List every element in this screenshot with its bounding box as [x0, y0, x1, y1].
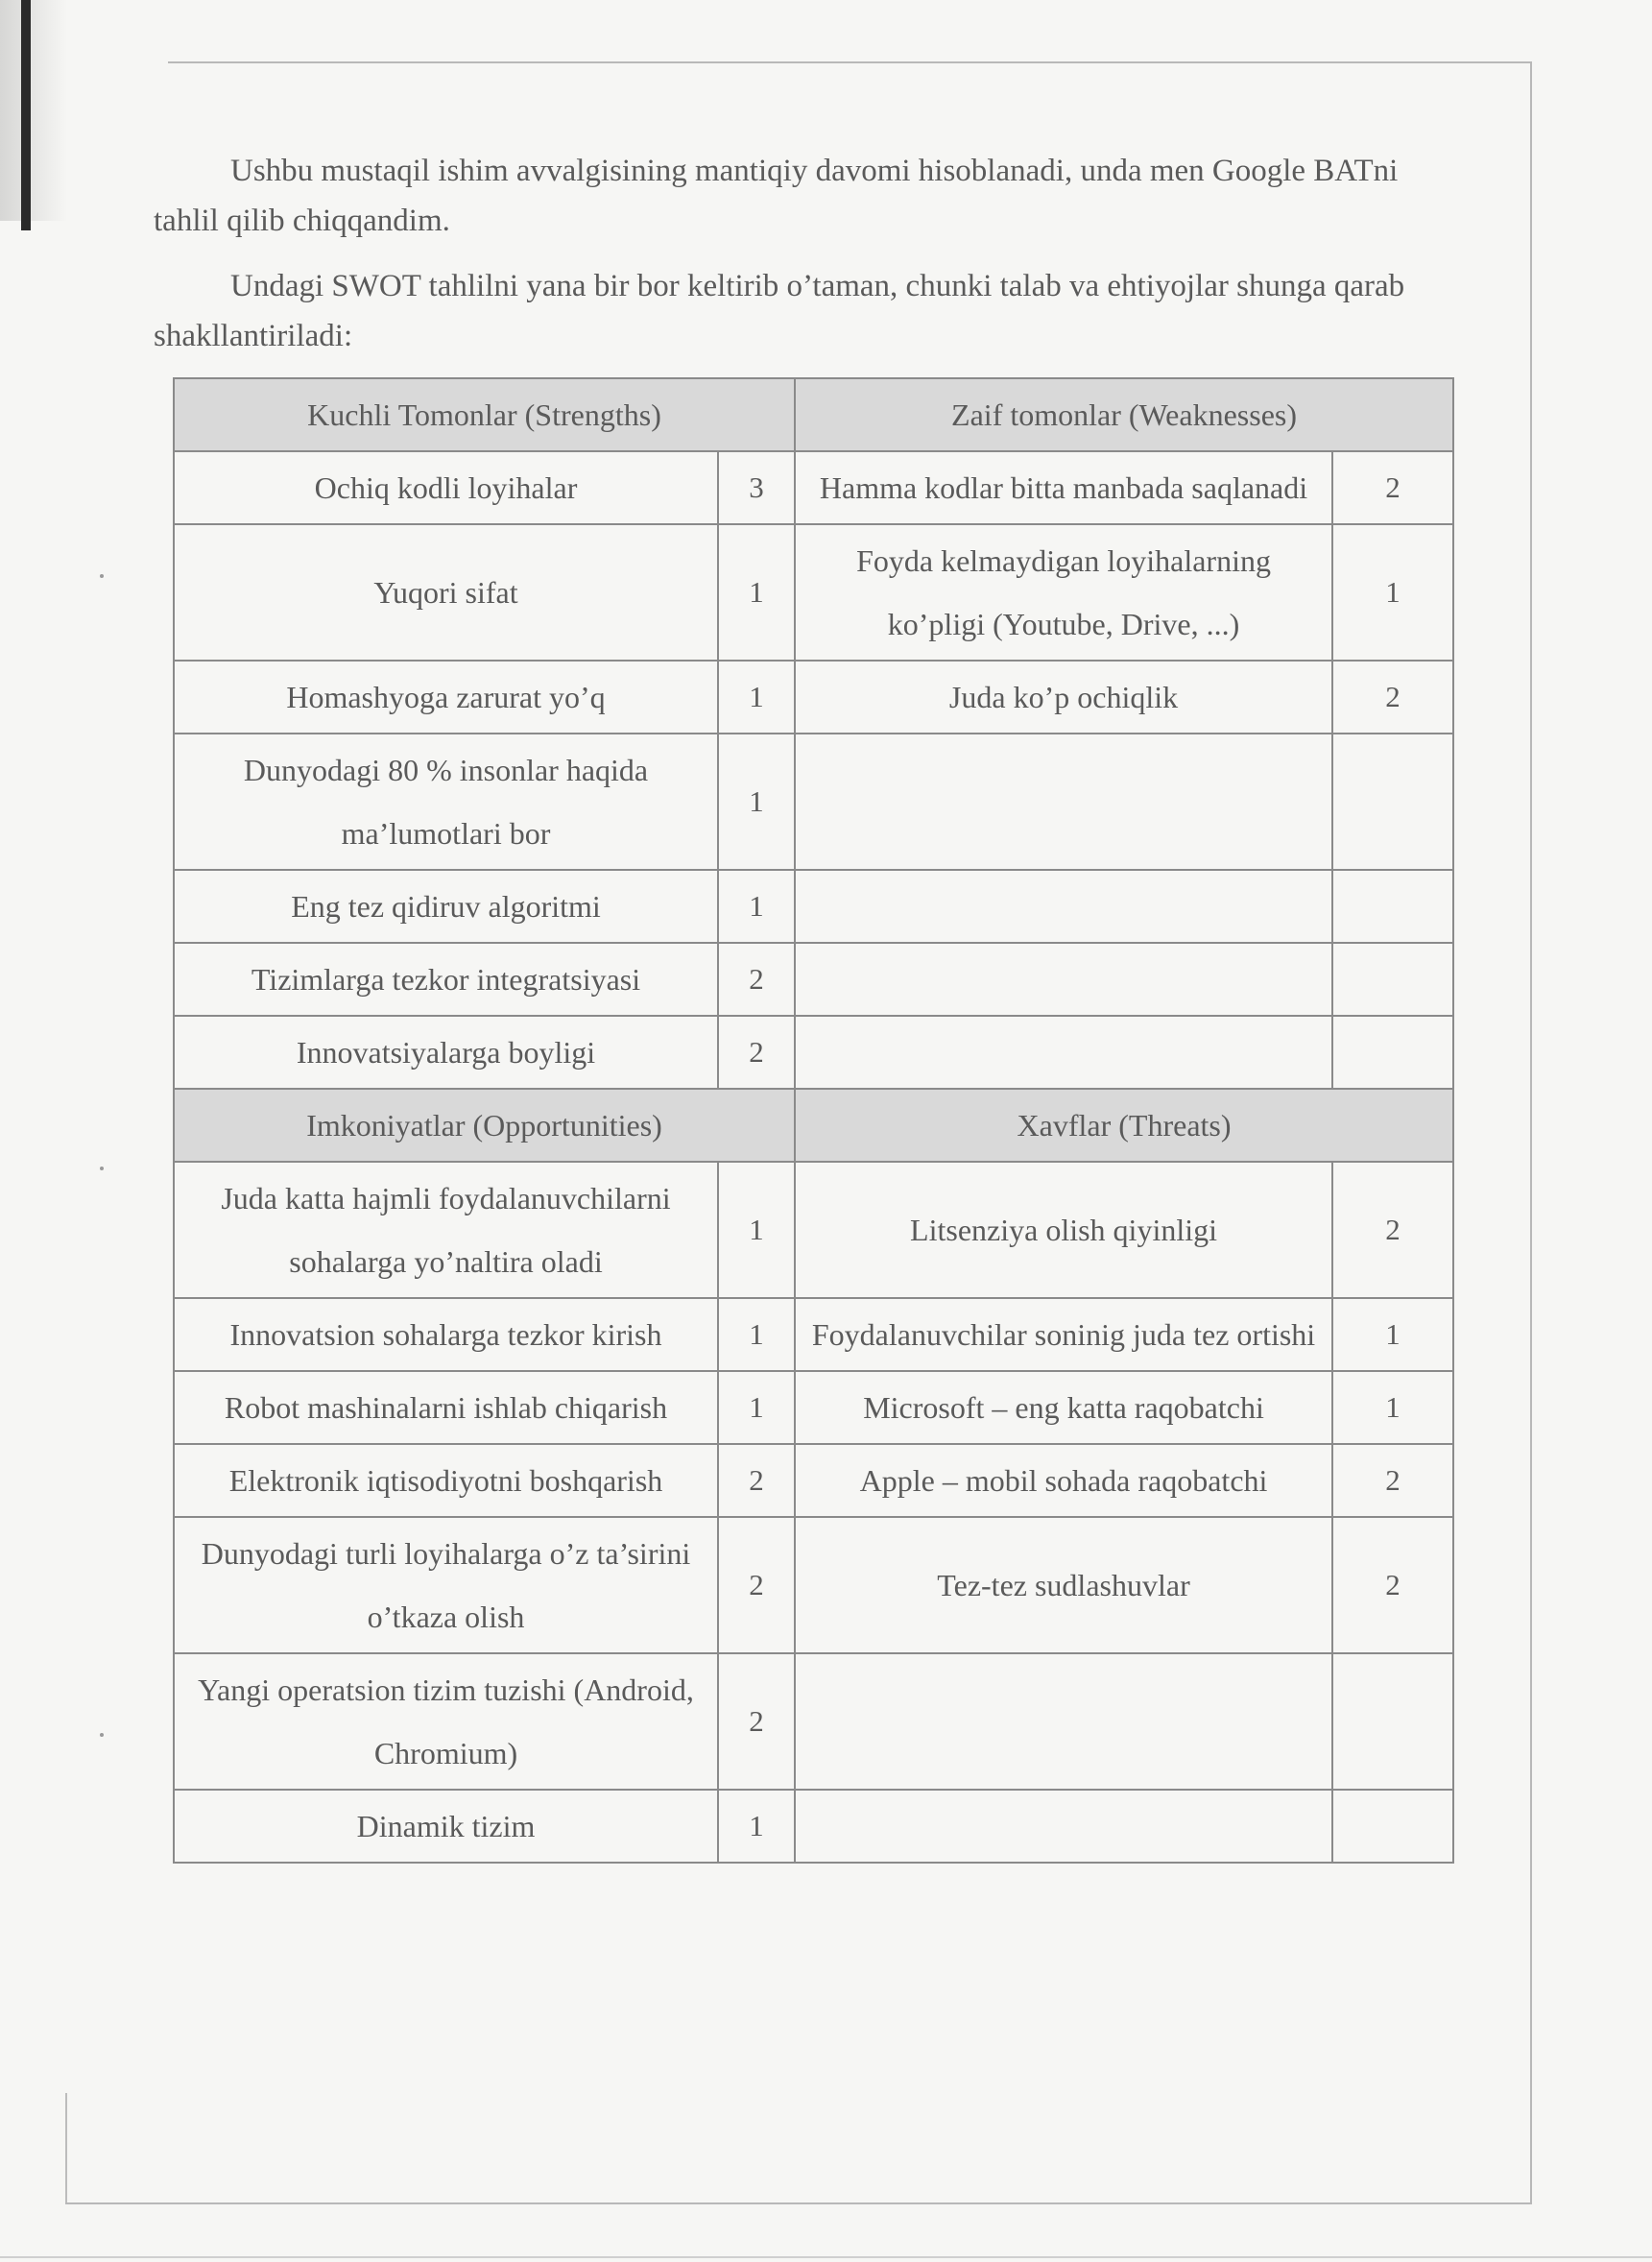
swot-score: 2 — [718, 1653, 795, 1790]
swot-score: 2 — [718, 1444, 795, 1517]
swot-header-row-top — [174, 378, 1453, 451]
swot-item-text — [795, 734, 1332, 870]
swot-score: 1 — [1332, 1298, 1453, 1371]
scan-speck — [100, 1167, 104, 1170]
table-row — [174, 1444, 1453, 1517]
swot-item-text: Eng tez qidiruv algoritmi — [174, 870, 718, 943]
page-border-left — [65, 2093, 67, 2204]
table-row — [174, 1790, 1453, 1863]
table-row — [174, 524, 1453, 661]
scan-speck — [100, 574, 104, 578]
table-row — [174, 734, 1453, 870]
swot-item-text: Juda ko’p ochiqlik — [795, 661, 1332, 734]
swot-item-text — [795, 1790, 1332, 1863]
swot-score: 1 — [718, 870, 795, 943]
swot-score — [1332, 870, 1453, 943]
threats-header: Xavflar (Threats) — [795, 1089, 1453, 1162]
swot-table — [173, 377, 1454, 1864]
swot-score: 2 — [1332, 1517, 1453, 1653]
swot-score — [1332, 943, 1453, 1016]
swot-score: 2 — [1332, 1162, 1453, 1298]
swot-score: 1 — [1332, 524, 1453, 661]
opportunities-header: Imkoniyatlar (Opportunities) — [174, 1089, 795, 1162]
page-edge-line — [0, 2256, 1652, 2258]
table-row — [174, 870, 1453, 943]
intro-paragraph-1 — [154, 146, 1421, 246]
swot-item-text: Foydalanuvchilar soninig juda tez ortishi — [795, 1298, 1332, 1371]
swot-item-text: Tez-tez sudlashuvlar — [795, 1517, 1332, 1653]
swot-score: 1 — [1332, 1371, 1453, 1444]
swot-score — [1332, 1016, 1453, 1089]
swot-score: 3 — [718, 451, 795, 524]
table-row — [174, 1162, 1453, 1298]
swot-item-text — [795, 1653, 1332, 1790]
intro-paragraph-1-text: Ushbu mustaqil ishim avvalgisining mantiqiy davomi hisoblanadi, unda men Google BATni tahlil qilib chiqqandim. — [154, 154, 1399, 238]
swot-score: 2 — [718, 1016, 795, 1089]
swot-item-text: Hamma kodlar bitta manbada saqlanadi — [795, 451, 1332, 524]
intro-paragraph-2-text: Undagi SWOT tahlilni yana bir bor keltirib o’taman, chunki talab va ehtiyojlar shunga qarab shakllantiriladi: — [154, 269, 1405, 353]
swot-score: 2 — [1332, 451, 1453, 524]
swot-item-text: Foyda kelmaydigan loyihalarning ko’pligi (Youtube, Drive, ...) — [795, 524, 1332, 661]
swot-score: 2 — [1332, 661, 1453, 734]
swot-score: 2 — [1332, 1444, 1453, 1517]
swot-score: 2 — [718, 1517, 795, 1653]
swot-item-text: Yangi operatsion tizim tuzishi (Android, Chromium) — [174, 1653, 718, 1790]
swot-score — [1332, 1790, 1453, 1863]
swot-item-text: Elektronik iqtisodiyotni boshqarish — [174, 1444, 718, 1517]
table-row — [174, 1016, 1453, 1089]
swot-item-text: Dinamik tizim — [174, 1790, 718, 1863]
swot-item-text — [795, 943, 1332, 1016]
swot-item-text: Tizimlarga tezkor integratsiyasi — [174, 943, 718, 1016]
intro-paragraph-2 — [154, 261, 1421, 361]
swot-item-text — [795, 1016, 1332, 1089]
swot-item-text: Microsoft – eng katta raqobatchi — [795, 1371, 1332, 1444]
swot-item-text: Robot mashinalarni ishlab chiqarish — [174, 1371, 718, 1444]
swot-score: 1 — [718, 1371, 795, 1444]
swot-score: 1 — [718, 661, 795, 734]
swot-header-row-bottom — [174, 1089, 1453, 1162]
table-row — [174, 943, 1453, 1016]
swot-item-text: Ochiq kodli loyihalar — [174, 451, 718, 524]
swot-item-text — [795, 870, 1332, 943]
table-row — [174, 1298, 1453, 1371]
table-row — [174, 1517, 1453, 1653]
strengths-header: Kuchli Tomonlar (Strengths) — [174, 378, 795, 451]
swot-score: 1 — [718, 524, 795, 661]
page-border-bottom — [65, 2202, 1532, 2204]
swot-item-text: Apple – mobil sohada raqobatchi — [795, 1444, 1332, 1517]
weaknesses-header: Zaif tomonlar (Weaknesses) — [795, 378, 1453, 451]
table-row — [174, 1371, 1453, 1444]
table-row — [174, 661, 1453, 734]
table-row — [174, 1653, 1453, 1790]
swot-item-text: Innovatsion sohalarga tezkor kirish — [174, 1298, 718, 1371]
swot-item-text: Yuqori sifat — [174, 524, 718, 661]
page-border-top — [168, 61, 1531, 63]
page-border-right — [1530, 61, 1532, 2204]
swot-item-text: Juda katta hajmli foydalanuvchilarni sohalarga yo’naltira oladi — [174, 1162, 718, 1298]
swot-item-text: Homashyoga zarurat yo’q — [174, 661, 718, 734]
scan-speck — [100, 1733, 104, 1737]
swot-score: 2 — [718, 943, 795, 1016]
swot-score: 1 — [718, 1298, 795, 1371]
swot-score — [1332, 734, 1453, 870]
swot-score: 1 — [718, 1162, 795, 1298]
swot-item-text: Dunyodagi 80 % insonlar haqida ma’lumotlari bor — [174, 734, 718, 870]
swot-score: 1 — [718, 734, 795, 870]
swot-item-text: Litsenziya olish qiyinligi — [795, 1162, 1332, 1298]
scan-binding-edge — [21, 0, 31, 230]
swot-item-text: Innovatsiyalarga boyligi — [174, 1016, 718, 1089]
swot-table-body — [174, 378, 1453, 1863]
swot-score: 1 — [718, 1790, 795, 1863]
scan-shadow — [0, 0, 67, 221]
swot-item-text: Dunyodagi turli loyihalarga o’z ta’sirini o’tkaza olish — [174, 1517, 718, 1653]
swot-score — [1332, 1653, 1453, 1790]
table-row — [174, 451, 1453, 524]
